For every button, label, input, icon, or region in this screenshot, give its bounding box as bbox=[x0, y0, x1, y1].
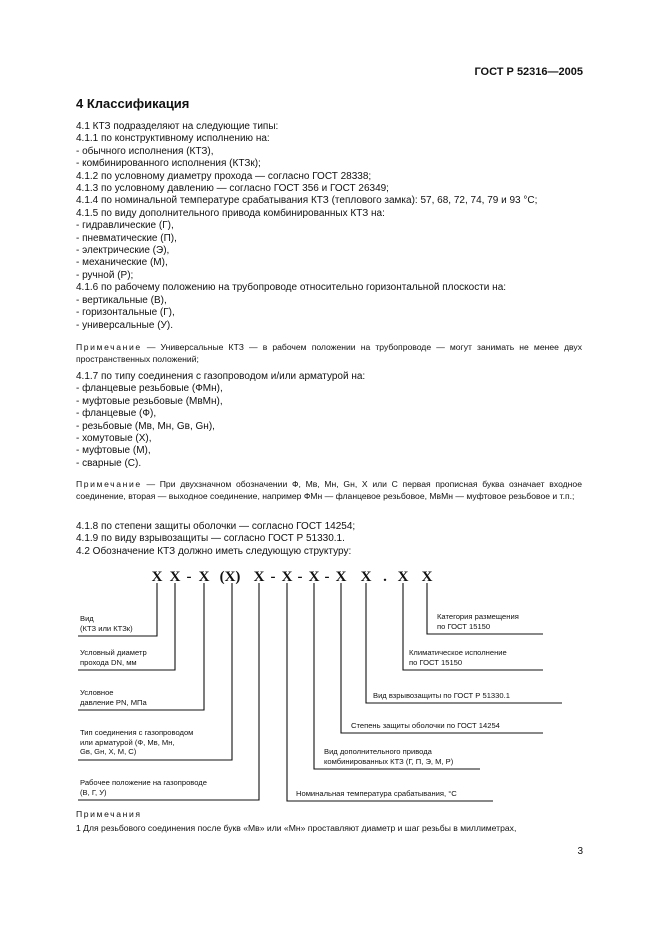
code-char: X bbox=[169, 569, 181, 585]
list-line: - универсальные (У). bbox=[76, 319, 173, 331]
code-char: X bbox=[151, 569, 163, 585]
code-char: X bbox=[281, 569, 293, 585]
list-line: - комбинированного исполнения (КТЗк); bbox=[76, 158, 261, 170]
code-char: X bbox=[308, 569, 320, 585]
label-type: Вид (КТЗ или КТЗк) bbox=[80, 614, 133, 633]
page-number: 3 bbox=[577, 846, 583, 857]
label-explosion: Вид взрывозащиты по ГОСТ Р 51330.1 bbox=[373, 691, 510, 700]
list-line: 4.1.7 по типу соединения с газопроводом и/или арматурой на: bbox=[76, 371, 366, 382]
note-text: — Универсальные КТЗ — в рабочем положении на трубопроводе — могут занимать не менее двух пространственных положений; bbox=[76, 342, 583, 364]
document-code: ГОСТ Р 52316—2005 bbox=[474, 66, 583, 78]
list-line: 4.1.8 по степени защиты оболочки — согласно ГОСТ 14254; bbox=[76, 521, 356, 532]
label-pressure: Условное давление PN, МПа bbox=[80, 688, 147, 707]
code-char: (X) bbox=[219, 569, 241, 585]
code-char: - bbox=[186, 569, 192, 585]
list-line: 4.1.4 по номинальной температуре срабатывания КТЗ (теплового замка): 57, 68, 72, 74, 79 и 93 °С; bbox=[76, 195, 538, 207]
list-line: - фланцевые (Ф), bbox=[76, 408, 157, 420]
note-text: — При двухзначном обозначении Ф, Мв, Мн, Gн, Х или С первая прописная буква означает входное соединение, вторая — выходное соединение, например ФМн — фланцевое резьбовое, МвМн — муфтовое резьбовое и т.п.; bbox=[76, 479, 582, 501]
list-line: - ручной (Р); bbox=[76, 269, 134, 281]
list-line: - хомутовые (Х), bbox=[76, 433, 152, 445]
code-char: X bbox=[397, 569, 409, 585]
leader-line-explosion bbox=[366, 583, 562, 703]
leader-line-drive bbox=[314, 583, 480, 769]
list-line: - сварные (С). bbox=[76, 457, 142, 469]
list-line: - резьбовые (Мв, Мн, Gв, Gн), bbox=[76, 420, 215, 432]
list-line: - муфтовые резьбовые (МвМн), bbox=[76, 395, 223, 407]
label-enclosure: Степень защиты оболочки по ГОСТ 14254 bbox=[351, 721, 500, 730]
list-line: - муфтовые (М), bbox=[76, 445, 151, 457]
list-line: 4.1 КТЗ подразделяют на следующие типы: bbox=[76, 121, 279, 132]
note-label: Примечание bbox=[76, 479, 142, 489]
list-line: 4.1.9 по виду взрывозащиты — согласно ГОСТ Р 51330.1. bbox=[76, 533, 345, 545]
code-char: - bbox=[324, 569, 330, 585]
code-char: X bbox=[360, 569, 372, 585]
list-line: - вертикальные (В), bbox=[76, 294, 167, 306]
label-drive: Вид дополнительного привода комбинированных КТЗ (Г, П, Э, М, Р) bbox=[324, 747, 454, 766]
list-line: - электрические (Э), bbox=[76, 245, 170, 257]
note-label: Примечание bbox=[76, 342, 142, 352]
list-line: 4.1.2 по условному диаметру прохода — согласно ГОСТ 28338; bbox=[76, 170, 372, 182]
list-line: - фланцевые резьбовые (ФМн), bbox=[76, 383, 223, 395]
list-line: - обычного исполнения (КТЗ), bbox=[76, 145, 214, 157]
list-line: - гидравлические (Г), bbox=[76, 220, 174, 232]
code-char: . bbox=[383, 569, 387, 585]
label-connection: Тип соединения с газопроводом или арматурой (Ф, Мв, Мн, Gв, Gн, Х, М, С) bbox=[80, 728, 194, 757]
label-diameter: Условный диаметр прохода DN, мм bbox=[80, 648, 147, 667]
list-line: - горизонтальные (Г), bbox=[76, 307, 175, 319]
list-line: - механические (М), bbox=[76, 257, 168, 269]
list-line: 4.1.6 по рабочему положению на трубопроводе относительно горизонтальной плоскости на: bbox=[76, 282, 507, 294]
list-line: - пневматические (П), bbox=[76, 232, 177, 244]
code-char: X bbox=[198, 569, 210, 585]
notes-title: Примечания bbox=[76, 809, 142, 819]
list-line: 4.1.5 по виду дополнительного привода комбинированных КТЗ на: bbox=[76, 207, 385, 219]
label-temperature: Номинальная температура срабатывания, °С bbox=[296, 789, 457, 798]
code-char: X bbox=[335, 569, 347, 585]
designation-code bbox=[152, 569, 433, 585]
label-position: Рабочее положение на газопроводе (В, Г, У) bbox=[80, 778, 207, 797]
section-title: 4 Классификация bbox=[76, 96, 190, 111]
list-line: 4.1.3 по условному давлению — согласно ГОСТ 356 и ГОСТ 26349; bbox=[76, 183, 389, 195]
code-char: - bbox=[270, 569, 276, 585]
label-climatic: Климатическое исполнение по ГОСТ 15150 bbox=[409, 648, 507, 667]
code-char: X bbox=[421, 569, 433, 585]
list-line: 4.2 Обозначение КТЗ должно иметь следующую структуру: bbox=[76, 545, 352, 557]
list-line: 4.1.1 по конструктивному исполнению на: bbox=[76, 133, 270, 145]
label-placement: Категория размещения по ГОСТ 15150 bbox=[437, 612, 519, 631]
code-char: X bbox=[253, 569, 265, 585]
code-char: - bbox=[297, 569, 303, 585]
note-thread: 1 Для резьбового соединения после букв «Мв» или «Мн» проставляют диаметр и шаг резьбы в миллиметрах, bbox=[76, 823, 517, 833]
